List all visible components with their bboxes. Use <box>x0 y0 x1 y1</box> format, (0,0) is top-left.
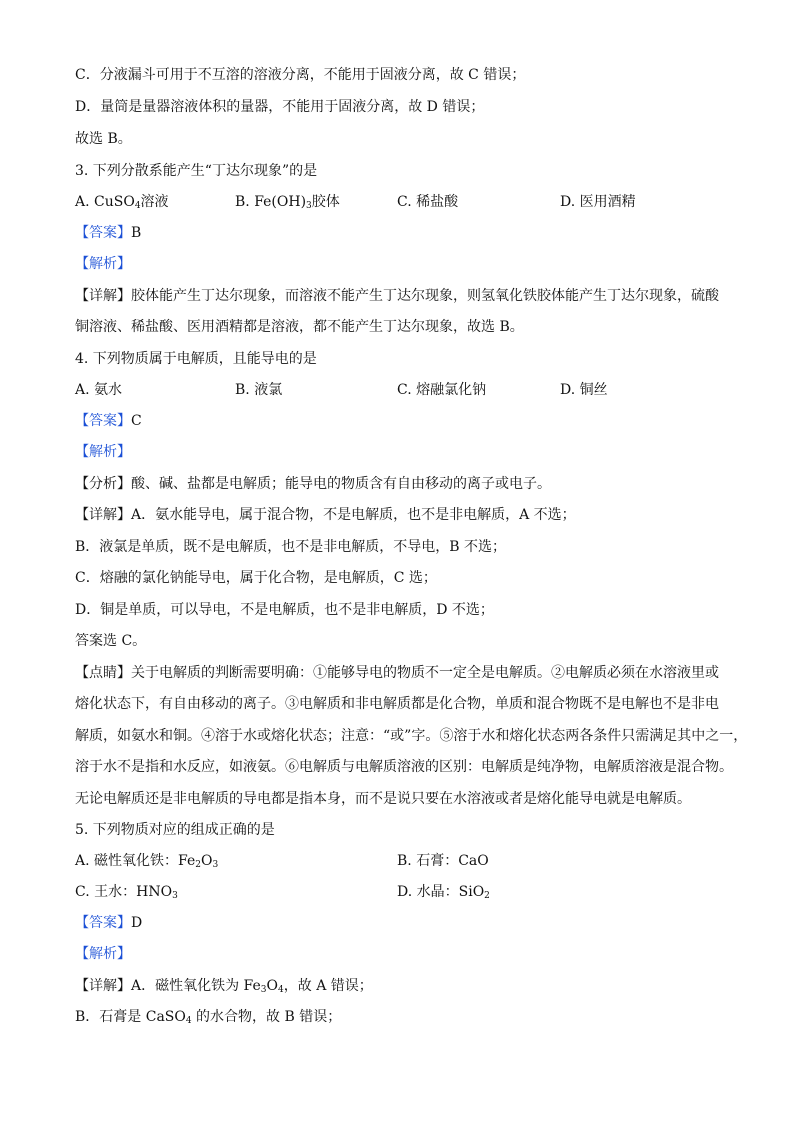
answer-line <box>75 914 142 932</box>
answer-line <box>75 224 141 242</box>
analysis-line <box>75 945 131 963</box>
answer-tag: 【答案】 <box>75 413 131 429</box>
text-line: 答案选 C。 <box>75 633 147 649</box>
analysis-line <box>75 255 131 273</box>
text-line: 铜溶液、稀盐酸、医用酒精都是溶液，都不能产生丁达尔现象，故选 B。 <box>75 319 524 335</box>
text-line: 无论电解质还是非电解质的导电都是指本身，而不是说只要在水溶液或者是熔化能导电就是电解质。 <box>75 791 691 807</box>
detail-line: 【详解】A．氨水能导电，属于混合物，不是电解质，也不是非电解质，A 不选； <box>75 507 576 523</box>
option-b: B. 液氯 <box>235 382 283 398</box>
detail-line: 【详解】A．磁性氧化铁为 $Fe_3O_4$，故 A 错误； <box>75 978 373 995</box>
analysis2-tag: 【分析】 <box>75 476 131 492</box>
detail-line: 【详解】胶体能产生丁达尔现象，而溶液不能产生丁达尔现象，则氢氧化铁胶体能产生丁达尔现象，硫酸 <box>75 288 719 304</box>
text-line: 解质，如氨水和铜。④溶于水或熔化状态；注意：“或”字。⑤溶于水和熔化状态两各条件只需满足其中之一， <box>75 728 748 744</box>
answer-tag: 【答案】 <box>75 915 131 931</box>
text-line: C．分液漏斗可用于不互溶的溶液分离，不能用于固液分离，故 C 错误； <box>75 67 526 83</box>
detail-tag: 【详解】 <box>75 978 131 994</box>
option-a: A. 氨水 <box>75 382 123 398</box>
analysis-tag: 【解析】 <box>75 444 131 460</box>
answer-tag: 【答案】 <box>75 225 131 241</box>
answer-line <box>75 412 142 430</box>
question-5-stem: 5. 下列物质对应的组成正确的是 <box>75 822 275 838</box>
option-a: A. CuSO$_4$溶液 <box>75 194 169 211</box>
text-line: D．量筒是量器溶液体积的量器，不能用于固液分离，故 D 错误； <box>75 99 485 115</box>
option-c: C. 稀盐酸 <box>397 194 459 210</box>
tip-line: 【点睛】关于电解质的判断需要明确：①能够导电的物质不一定全是电解质。②电解质必须在水溶液里或 <box>75 665 719 681</box>
analysis-tag: 【解析】 <box>75 946 131 962</box>
text-line: B．液氯是单质，既不是电解质，也不是非电解质，不导电，B 不选； <box>75 539 507 555</box>
tip-tag: 【点睛】 <box>75 665 131 681</box>
text-line: C．熔融的氯化钠能导电，属于化合物，是电解质，C 选； <box>75 570 437 586</box>
text-line: D．铜是单质，可以导电，不是电解质，也不是非电解质，D 不选； <box>75 602 494 618</box>
option-d: D. 医用酒精 <box>560 194 636 210</box>
option-d: D. 水晶：SiO$_2$ <box>397 884 490 901</box>
option-b: B. 石膏：CaO <box>397 853 489 869</box>
detail-tag: 【详解】 <box>75 288 131 304</box>
option-c: C. 熔融氯化钠 <box>397 382 487 398</box>
text-line: 熔化状态下，有自由移动的离子。③电解质和非电解质都是化合物，单质和混合物既不是电解也不是非电 <box>75 696 719 712</box>
text-line: 溶于水不是指和水反应，如液氨。⑥电解质与电解质溶液的区别：电解质是纯净物，电解质溶液是混合物。 <box>75 759 733 775</box>
detail-tag: 【详解】 <box>75 507 131 523</box>
text-line: 故选 B。 <box>75 131 132 147</box>
analysis-detail-line: 【分析】酸、碱、盐都是电解质；能导电的物质含有自由移动的离子或电子。 <box>75 476 551 492</box>
text-line: B．石膏是 CaSO$_4$ 的水合物，故 B 错误； <box>75 1009 342 1026</box>
answer-value: C <box>131 413 142 429</box>
analysis-tag: 【解析】 <box>75 256 131 272</box>
analysis-line <box>75 443 131 461</box>
option-b: B. $Fe(OH)_3$胶体 <box>235 194 340 211</box>
option-a: A. 磁性氧化铁：$Fe_2O_3$ <box>75 853 219 870</box>
answer-value: B <box>131 225 142 241</box>
question-4-stem: 4. 下列物质属于电解质，且能导电的是 <box>75 351 317 367</box>
question-3-stem: 3. 下列分散系能产生“丁达尔现象”的是 <box>75 163 318 179</box>
answer-value: D <box>131 915 143 931</box>
option-d: D. 铜丝 <box>560 382 608 398</box>
option-c: C. 王水：$HNO_3$ <box>75 884 178 901</box>
